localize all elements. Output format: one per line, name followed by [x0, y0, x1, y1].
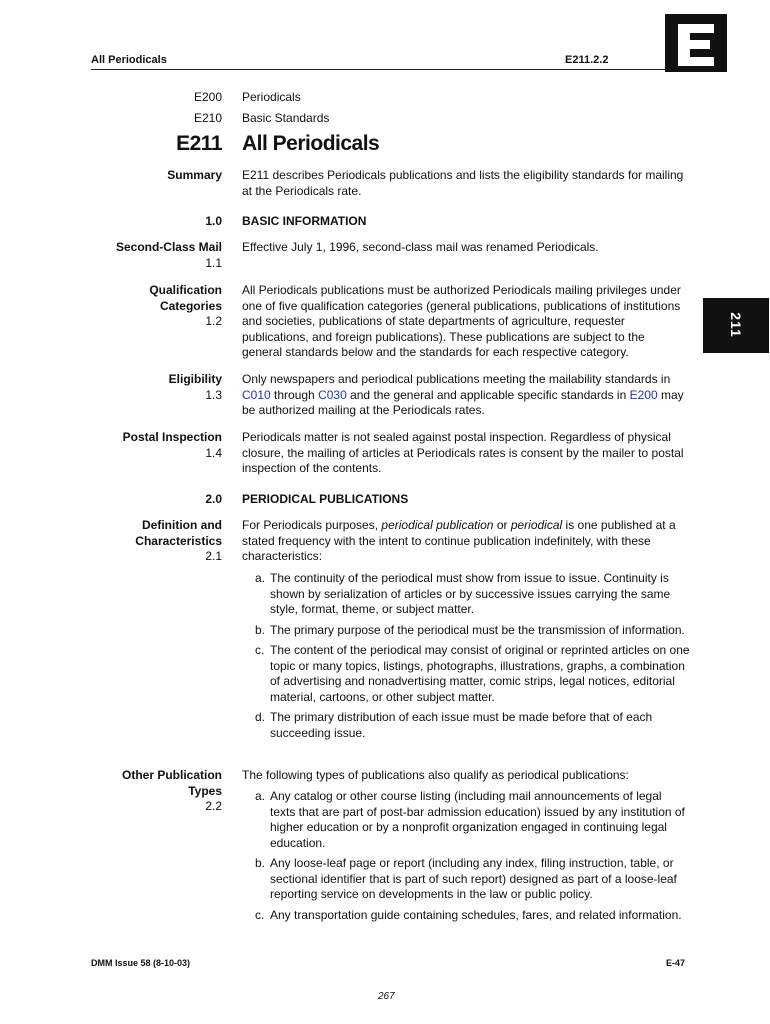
footer-page-code: E-47: [666, 958, 686, 968]
subsection-label: [123, 430, 222, 461]
page-title-code: E211: [176, 132, 222, 155]
page-title-text: All Periodicals: [242, 132, 380, 155]
footer-issue: DMM Issue 58 (8-10-03): [91, 958, 191, 968]
list-marker: c.: [255, 907, 265, 922]
subsection-number: 1.3: [205, 387, 222, 402]
text-run: Only newspapers and periodical publications meeting the mailability standards in: [242, 372, 671, 386]
breadcrumb-code: E210: [193, 111, 222, 125]
text-run: or: [493, 518, 511, 532]
summary-text: E211 describes Periodicals publications and lists the eligibility standards for mailing at the Periodicals rate.: [242, 168, 684, 198]
subsection-label-text: Postal Inspection: [122, 430, 222, 444]
list-item: [255, 643, 690, 705]
text-run: For Periodicals purposes,: [242, 518, 382, 532]
section-number: 1.0: [205, 214, 222, 228]
link-c010[interactable]: C010: [242, 387, 271, 402]
subsection-label: [116, 240, 222, 271]
list-2-1: [255, 571, 690, 746]
header-rule: [91, 69, 676, 70]
list-item: [255, 571, 690, 618]
text-run: and the general and applicable specific standards in: [346, 387, 630, 402]
running-header-section: E211.2.2: [565, 54, 609, 66]
list-marker: c.: [255, 643, 265, 657]
breadcrumb-code: E200: [193, 90, 222, 104]
subsection-label-line1: Qualification: [149, 283, 222, 297]
list-2-2: [255, 789, 690, 928]
emphasis: periodical publication: [381, 518, 494, 532]
subsection-label: [135, 518, 222, 565]
text-run: is one published at a stated frequency with the intent to continue publication indefinitely, with these characteristics:: [242, 518, 676, 563]
subsection-label-line1: Definition and: [142, 518, 222, 532]
list-item-text: Any catalog or other course listing (including mail announcements of legal texts that are part of post-bar admission education) issued by any institution of higher education or by a nonprofit organization engaged in continuing legal education.: [270, 789, 685, 850]
list-marker: b.: [255, 622, 266, 637]
subsection-label: [122, 768, 222, 815]
subsection-label-text: Second-Class Mail: [115, 240, 222, 254]
list-marker: a.: [255, 571, 266, 585]
list-item-text: The continuity of the periodical must show from issue to issue. Continuity is shown by serialization of articles or by successive issues carrying the same style, format, theme, or subject matter.: [270, 571, 671, 616]
chapter-tab: [665, 14, 727, 72]
list-item: [255, 908, 690, 924]
subsection-label: [149, 283, 222, 330]
subsection-number: 1.2: [205, 314, 222, 328]
list-item-text: Any loose-leaf page or report (including any index, filing instruction, table, or sectional identifier that is part of such report) designed as part of a loose-leaf reporting service on developments in the law or public policy.: [270, 856, 677, 901]
list-marker: b.: [255, 856, 266, 870]
list-item-text: The primary distribution of each issue must be made before that of each succeeding issue.: [270, 710, 653, 740]
subsection-number: 1.4: [205, 445, 222, 460]
subsection-text: [242, 372, 688, 419]
subsection-number: 1.1: [205, 255, 222, 270]
subsection-number: 2.2: [205, 799, 222, 813]
link-e200[interactable]: E200: [629, 387, 658, 402]
subsection-label-line1: Other Publication: [121, 768, 222, 782]
page-number: 267: [378, 991, 395, 1002]
subsection-label-text: Eligibility: [168, 372, 222, 386]
subsection-label: [169, 372, 222, 403]
text-run: may be authorized mailing at the Periodicals rates.: [242, 387, 684, 417]
side-tab-label: 211: [728, 312, 744, 338]
breadcrumb-title: Periodicals: [242, 90, 301, 104]
section-number: 2.0: [205, 492, 222, 506]
breadcrumb-title: Basic Standards: [242, 111, 330, 125]
chapter-letter-e-icon: [678, 24, 714, 66]
subsection-text: The following types of publications also qualify as periodical publications:: [242, 768, 629, 782]
subsection-label-line2: Types: [188, 783, 222, 798]
list-item: [255, 789, 690, 851]
subsection-label-line2: Characteristics: [135, 533, 222, 548]
list-item-text: The primary purpose of the periodical must be the transmission of information.: [270, 622, 685, 637]
subsection-text: [242, 518, 688, 565]
subsection-number: 2.1: [205, 549, 222, 563]
running-header-title: All Periodicals: [91, 54, 167, 66]
subsection-text: Periodicals matter is not sealed against postal inspection. Regardless of physical closure, the mailing of articles at Periodicals rates is consent by the mailer to postal inspection of the contents.: [242, 430, 684, 475]
text-run: through: [270, 387, 319, 402]
list-item: [255, 710, 690, 741]
list-item: [255, 856, 690, 903]
subsection-text: All Periodicals publications must be authorized Periodicals mailing privileges under one of five qualification categories (general publications, publications of institutions and societies, publications of state departments of agriculture, requester publications, and foreign publications). These publications are subject to the general standards below and the standards for each respective category.: [242, 283, 681, 359]
summary-label: Summary: [167, 168, 222, 182]
list-marker: d.: [255, 710, 266, 724]
link-c030[interactable]: C030: [318, 387, 347, 402]
section-side-tab: [703, 298, 769, 353]
emphasis: periodical: [510, 518, 563, 532]
list-item-text: Any transportation guide containing schedules, fares, and related information.: [270, 907, 682, 922]
list-marker: a.: [255, 789, 266, 803]
subsection-text: Effective July 1, 1996, second-class mail was renamed Periodicals.: [242, 240, 599, 254]
section-title: PERIODICAL PUBLICATIONS: [242, 492, 409, 506]
subsection-label-line2: Categories: [159, 298, 222, 313]
list-item-text: The content of the periodical may consist of original or reprinted articles on one topic or many topics, listings, photographs, illustrations, graphs, a combination of advertising and nonadvertising matter, comic strips, legal notices, editorial material, cartoons, or other subject matter.: [270, 643, 690, 704]
section-title: BASIC INFORMATION: [242, 214, 367, 228]
list-item: [255, 623, 690, 639]
